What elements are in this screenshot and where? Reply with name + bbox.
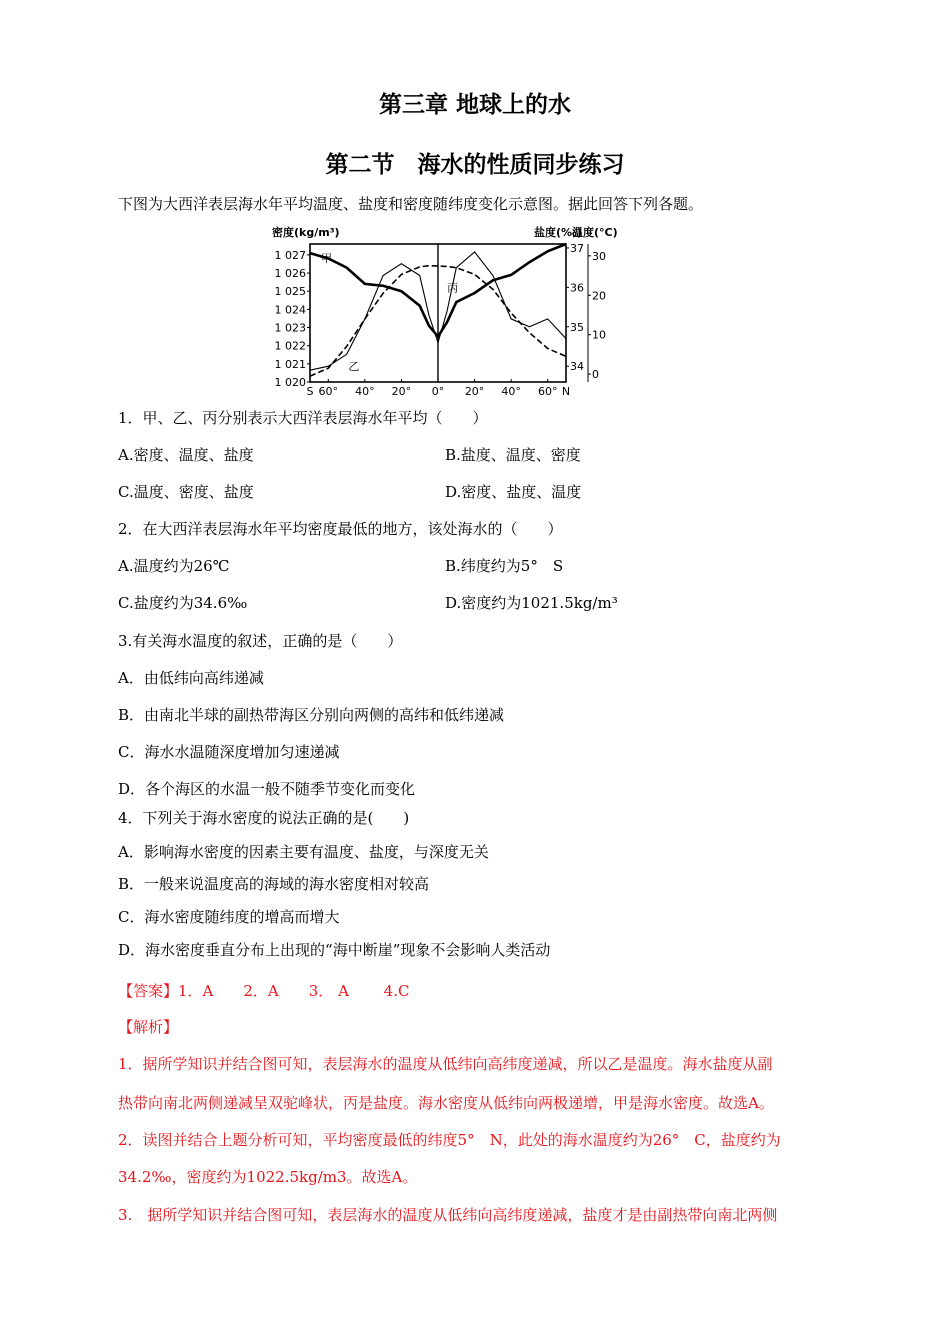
question-2-option-b: B.纬度约为5° S <box>445 557 564 575</box>
x-tick-label: S <box>306 385 314 398</box>
x-tick-label: 60° <box>537 385 558 398</box>
question-3-stem: 3.有关海水温度的叙述，正确的是（ ） <box>118 632 403 650</box>
question-3-option-a: A．由低纬向高纬递减 <box>118 669 264 687</box>
question-1-stem: 1．甲、乙、丙分别表示大西洋表层海水年平均（ ） <box>118 409 488 427</box>
salinity-tick-label: 36 <box>570 281 584 295</box>
analysis-header: 【解析】 <box>118 1018 179 1036</box>
analysis-line: 34.2‰，密度约为1022.5kg/m3。故选A。 <box>118 1168 418 1186</box>
analysis-line: 3. 据所学知识并结合图可知，表层海水的温度从低纬向高纬度递减，盐度才是由副热带向南北两侧 <box>118 1206 778 1224</box>
x-tick-label: 40° <box>355 385 375 398</box>
question-4-option-a: A．影响海水密度的因素主要有温度、盐度，与深度无关 <box>118 843 489 861</box>
analysis-line: 1．据所学知识并结合图可知，表层海水的温度从低纬向高纬度递减，所以乙是温度。海水盐度从副 <box>118 1055 773 1073</box>
question-2-option-c: C.盐度约为34.6‰ <box>118 594 248 612</box>
salinity-tick-label: 37 <box>570 241 584 255</box>
density-tick-label: 1 024 <box>274 303 306 317</box>
section-title: 第二节 海水的性质同步练习 <box>325 152 625 178</box>
question-3-option-b: B．由南北半球的副热带海区分别向两侧的高纬和低纬递减 <box>118 706 505 724</box>
temperature-tick-label: 20 <box>592 289 606 303</box>
x-tick-label: 40° <box>501 385 521 398</box>
question-1-option-b: B.盐度、温度、密度 <box>445 446 581 464</box>
density-tick-label: 1 026 <box>274 267 306 281</box>
salinity-tick-label: 34 <box>570 360 584 374</box>
intro-text: 下图为大西洋表层海水年平均温度、盐度和密度随纬度变化示意图。据此回答下列各题。 <box>118 195 704 213</box>
atlantic-chart <box>270 222 618 400</box>
density-tick-label: 1 022 <box>274 339 306 353</box>
analysis-line: 热带向南北两侧递减呈双驼峰状，丙是盐度。海水密度从低纬向两极递增，甲是海水密度。故选A。 <box>118 1094 774 1112</box>
temperature-tick-label: 0 <box>592 368 599 382</box>
series-annotation: 甲 <box>320 252 332 266</box>
question-4-option-d: D．海水密度垂直分布上出现的“海中断崖”现象不会影响人类活动 <box>118 941 551 959</box>
x-tick-label: 20° <box>391 385 412 398</box>
temperature-tick-label: 10 <box>592 328 606 342</box>
density-tick-label: 1 023 <box>274 321 306 335</box>
question-1-option-d: D.密度、盐度、温度 <box>445 483 582 501</box>
question-1-option-a: A.密度、温度、盐度 <box>118 446 254 464</box>
question-4-option-b: B．一般来说温度高的海域的海水密度相对较高 <box>118 875 430 893</box>
temperature-tick-label: 30 <box>592 249 606 263</box>
question-3-option-c: C．海水水温随深度增加匀速递减 <box>118 743 340 761</box>
density-tick-label: 1 027 <box>274 248 306 262</box>
x-tick-label: 0° <box>431 385 445 398</box>
question-4-option-c: C．海水密度随纬度的增高而增大 <box>118 908 340 926</box>
density-tick-label: 1 020 <box>274 376 306 389</box>
temperature-axis-title: 温度(°C) <box>572 226 618 239</box>
question-2-stem: 2．在大西洋表层海水年平均密度最低的地方，该处海水的（ ） <box>118 520 563 538</box>
chapter-title: 第三章 地球上的水 <box>378 92 571 118</box>
series-annotation: 乙 <box>348 360 360 374</box>
x-tick-label: N <box>561 385 571 398</box>
salinity-axis-title: 盐度(‰) <box>534 226 582 239</box>
question-1-option-c: C.温度、密度、盐度 <box>118 483 254 501</box>
density-tick-label: 1 025 <box>274 285 306 299</box>
x-tick-label: 20° <box>464 385 485 398</box>
left-axis-title: 密度(kg/m³) <box>272 226 340 239</box>
density-tick-label: 1 021 <box>274 357 306 371</box>
salinity-tick-label: 35 <box>570 320 584 334</box>
question-2-option-d: D.密度约为1021.5kg/m³ <box>445 594 618 612</box>
question-4-stem: 4．下列关于海水密度的说法正确的是( ) <box>118 809 410 827</box>
answer-line: 【答案】1．A 2．A 3． A 4.C <box>118 982 410 1000</box>
analysis-line: 2．读图并结合上题分析可知，平均密度最低的纬度5° N，此处的海水温度约为26° C，盐度约为 <box>118 1131 781 1149</box>
x-tick-label: 60° <box>318 385 339 398</box>
question-2-option-a: A.温度约为26℃ <box>118 557 230 575</box>
series-annotation: 丙 <box>447 281 459 295</box>
question-3-option-d: D．各个海区的水温一般不随季节变化而变化 <box>118 780 416 798</box>
